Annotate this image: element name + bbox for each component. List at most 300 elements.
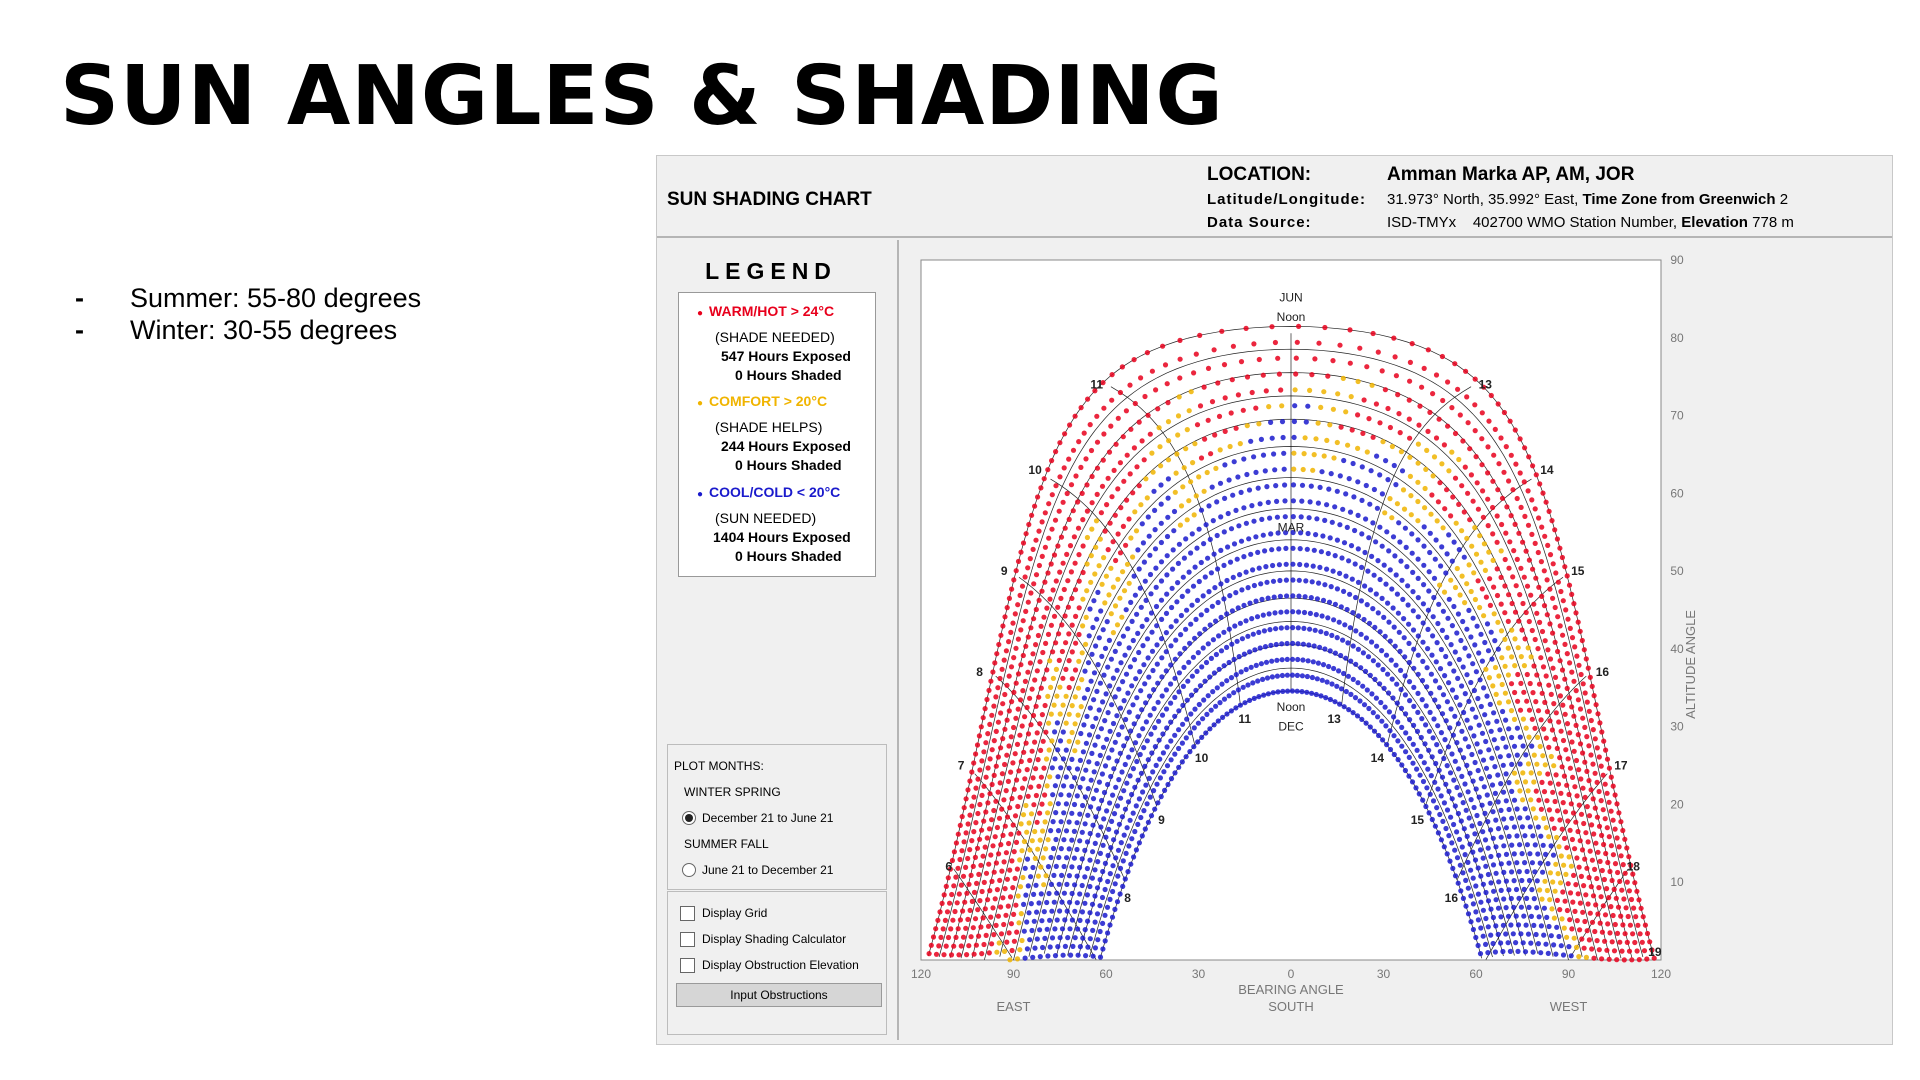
sun-hour-point [1083,642,1088,647]
sun-hour-point [1455,676,1460,681]
sun-hour-point [1026,794,1031,799]
sun-hour-point [1065,578,1070,583]
sun-hour-point [1491,710,1496,715]
sun-hour-point [1037,721,1042,726]
sun-hour-point [1523,752,1528,757]
y-tick-label: 90 [1670,253,1684,267]
input-obstructions-button[interactable]: Input Obstructions [676,983,882,1007]
sun-hour-point [1478,560,1483,565]
sun-hour-point [1339,425,1344,430]
sun-hour-point [1436,830,1441,835]
sun-hour-point [960,908,965,913]
sun-hour-point [1480,659,1485,664]
sun-hour-point [1553,952,1558,957]
sun-hour-point [1202,627,1207,632]
sun-hour-point [1189,389,1194,394]
obstruction-elevation-checkbox[interactable] [680,958,695,973]
sun-hour-point [1270,436,1275,441]
sun-hour-point [1310,675,1315,680]
sun-hour-point [1557,755,1562,760]
sun-hour-point [1551,942,1556,947]
sun-hour-point [1501,896,1506,901]
sun-hour-point [1363,669,1368,674]
sun-hour-point [1521,914,1526,919]
sun-hour-point [1124,851,1129,856]
sun-hour-point [1466,653,1471,658]
sun-hour-point [1516,922,1521,927]
sun-hour-point [1057,509,1062,514]
sun-hour-point [1081,543,1086,548]
sun-hour-point [1478,874,1483,879]
sun-hour-point [1440,711,1445,716]
sun-hour-point [1006,841,1011,846]
sun-hour-point [1082,874,1087,879]
sun-hour-point [1459,818,1464,823]
y-tick-label: 60 [1670,486,1684,501]
sun-hour-point [1633,914,1638,919]
sun-hour-point [1393,354,1398,359]
sun-hour-point [1616,810,1621,815]
sun-hour-point [1067,900,1072,905]
sun-hour-point [1375,714,1380,719]
controls-panel [661,744,885,1039]
sun-hour-point [1056,631,1061,636]
sun-hour-point [1580,716,1585,721]
sun-hour-point [1489,393,1494,398]
sun-hour-point [1172,770,1177,775]
sun-hour-point [1332,504,1337,509]
sun-hour-point [1528,681,1533,686]
sun-hour-point [1188,550,1193,555]
sun-hour-point [1578,706,1583,711]
sun-hour-point [1140,624,1145,629]
sun-hour-point [1045,694,1050,699]
sun-hour-point [1209,570,1214,575]
sun-hour-point [1261,453,1266,458]
sun-hour-point [1160,344,1165,349]
sun-hour-point [1146,655,1151,660]
sun-hour-point [1501,763,1506,768]
sun-hour-point [1156,719,1161,724]
sun-hour-point [1109,611,1114,616]
sun-hour-point [1516,531,1521,536]
sun-hour-point [1021,812,1026,817]
sun-hour-point [1275,674,1280,679]
sun-hour-point [1495,620,1500,625]
sun-hour-point [1371,710,1376,715]
sun-hour-point [1322,325,1327,330]
sun-hour-point [1197,631,1202,636]
sun-hour-point [1563,899,1568,904]
direction-label-west: WEST [1549,999,1588,1014]
sun-hour-point [1089,448,1094,453]
sun-hour-point [1544,500,1549,505]
sun-hour-point [1296,324,1301,329]
sun-hour-point [1490,782,1495,787]
sun-hour-point [1362,583,1367,588]
sun-hour-point [1149,630,1154,635]
sun-hour-point [1485,950,1490,955]
radio-winter-spring[interactable] [682,811,696,825]
sun-hour-point [1072,534,1077,539]
sun-hour-point [1069,569,1074,574]
sun-hour-point [1566,881,1571,886]
sun-hour-point [1273,340,1278,345]
sun-hour-point [941,952,946,957]
sun-hour-point [1345,525,1350,530]
sun-hour-point [956,832,961,837]
sun-hour-point [1539,780,1544,785]
sun-hour-point [1456,766,1461,771]
sun-hour-point [1073,614,1078,619]
sun-hour-point [1082,848,1087,853]
sun-hour-point [1080,650,1085,655]
sun-hour-point [1076,953,1081,958]
sun-hour-point [1092,867,1097,872]
sun-hour-point [1095,911,1100,916]
sun-hour-point [1053,837,1058,842]
sun-hour-point [1403,711,1408,716]
sun-hour-point [1482,811,1487,816]
sun-hour-point [1108,424,1113,429]
sun-hour-point [1144,598,1149,603]
radio-summer-fall[interactable] [682,863,696,877]
sun-hour-point [1434,805,1439,810]
sun-hour-point [1468,634,1473,639]
sun-hour-point [1047,597,1052,602]
sun-hour-point [1547,587,1552,592]
sun-hour-point [1284,578,1289,583]
direction-label-south: SOUTH [1268,999,1314,1014]
sun-hour-point [1515,672,1520,677]
sun-hour-point [1435,723,1440,728]
sun-hour-point [1009,664,1014,669]
sun-hour-point [1491,941,1496,946]
sun-hour-point [1395,592,1400,597]
sun-hour-point [1475,624,1480,629]
sun-hour-point [1426,588,1431,593]
sun-hour-point [1466,608,1471,613]
sun-hour-point [1461,896,1466,901]
sun-hour-point [1375,558,1380,563]
sun-hour-point [1094,617,1099,622]
sun-hour-point [1536,515,1541,520]
sun-hour-point [1427,569,1432,574]
sun-hour-point [1022,714,1027,719]
sun-hour-point [1247,487,1252,492]
sun-hour-point [1486,550,1491,555]
sun-hour-point [1164,725,1169,730]
sun-hour-point [996,754,1001,759]
sun-hour-point [1502,610,1507,615]
sun-hour-point [1586,666,1591,671]
sun-hour-point [1504,879,1509,884]
sun-hour-point [1189,603,1194,608]
sun-hour-point [1143,826,1148,831]
sun-hour-point [1355,446,1360,451]
sun-hour-point [1143,476,1148,481]
sun-hour-point [1332,699,1337,704]
sun-hour-point [1124,672,1129,677]
sun-hour-point [1095,466,1100,471]
sun-hour-point [1192,441,1197,446]
sun-hour-point [1327,600,1332,605]
sun-hour-point [1090,849,1095,854]
sun-hour-point [1517,842,1522,847]
sun-hour-point [1335,586,1340,591]
sun-hour-point [1060,649,1065,654]
sun-hour-point [1251,632,1256,637]
sun-hour-point [1458,412,1463,417]
sun-hour-point [1469,797,1474,802]
sun-hour-point [1153,744,1158,749]
sun-hour-point [1490,479,1495,484]
sun-hour-point [1549,933,1554,938]
sun-hour-point [1185,679,1190,684]
sun-hour-point [1179,503,1184,508]
sun-hour-point [1024,531,1029,536]
sun-hour-point [1115,622,1120,627]
sun-hour-point [1337,620,1342,625]
sun-hour-point [1632,940,1637,945]
sun-hour-point [1205,556,1210,561]
sun-hour-point [1304,690,1309,695]
sun-hour-point [978,924,983,929]
sun-hour-point [1551,701,1556,706]
sun-hour-point [971,795,976,800]
sun-hour-point [1063,944,1068,949]
sun-hour-point [1218,447,1223,452]
sun-hour-point [1247,649,1252,654]
sun-hour-point [1514,887,1519,892]
sun-hour-point [1188,479,1193,484]
sun-hour-point [1245,634,1250,639]
sun-hour-point [1568,890,1573,895]
sun-hour-point [1553,862,1558,867]
sun-hour-point [1198,403,1203,408]
sun-hour-point [1171,547,1176,552]
sun-hour-point [1396,757,1401,762]
sun-hour-point [1228,560,1233,565]
sun-hour-point [1290,657,1295,662]
sun-hour-point [1230,608,1235,613]
sun-hour-point [1028,556,1033,561]
sun-hour-point [1486,846,1491,851]
sun-hour-point [1009,587,1014,592]
sun-hour-point [1614,896,1619,901]
sun-hour-point [1214,652,1219,657]
sun-hour-point [1268,643,1273,648]
sun-path-chart [899,240,1893,1040]
sun-hour-point [1080,936,1085,941]
sun-hour-point [1055,917,1060,922]
sun-hour-point [1011,577,1016,582]
sun-hour-point [1574,758,1579,763]
sun-hour-point [1499,602,1504,607]
sun-hour-point [998,780,1003,785]
sun-hour-point [1328,697,1333,702]
sun-hour-point [1570,837,1575,842]
sun-hour-point [1111,585,1116,590]
sun-hour-point [1089,751,1094,756]
sun-hour-point [1121,524,1126,529]
sun-hour-point [1478,951,1483,956]
sun-hour-point [1034,793,1039,798]
x-tick-label: 60 [1099,967,1113,981]
sun-hour-point [1556,782,1561,787]
sun-hour-point [1140,521,1145,526]
sun-hour-point [1518,735,1523,740]
sun-hour-point [1594,876,1599,881]
sun-hour-point [1148,732,1153,737]
sun-hour-point [1411,704,1416,709]
sun-hour-point [1133,401,1138,406]
sun-hour-point [1135,822,1140,827]
sun-hour-point [1102,913,1107,918]
sun-hour-point [1460,619,1465,624]
sun-hour-point [1518,566,1523,571]
sun-hour-point [1115,874,1120,879]
sun-hour-point [994,764,999,769]
sun-hour-point [1098,929,1103,934]
sun-hour-point [1395,719,1400,724]
sun-hour-point [1589,884,1594,889]
sun-hour-point [1448,815,1453,820]
sun-hour-point [1394,682,1399,687]
sun-hour-point [986,688,991,693]
sun-hour-point [1306,658,1311,663]
sun-hour-point [1223,429,1228,434]
sun-hour-point [1537,887,1542,892]
sun-hour-point [1520,770,1525,775]
bullet-item [75,282,421,314]
sun-hour-point [1545,577,1550,582]
sun-hour-point [1578,741,1583,746]
sun-hour-point [1057,440,1062,445]
hour-label: 9 [1158,813,1165,827]
sun-hour-point [1607,766,1612,771]
sun-hour-point [1041,855,1046,860]
sun-hour-point [1185,427,1190,432]
sun-hour-point [1206,418,1211,423]
sun-hour-point [1047,658,1052,663]
sun-hour-point [1031,713,1036,718]
display-grid-checkbox[interactable] [680,906,695,921]
sun-hour-point [1448,578,1453,583]
sun-hour-point [1138,375,1143,380]
sun-hour-point [1532,753,1537,758]
sun-hour-point [1325,374,1330,379]
sun-hour-point [1227,627,1232,632]
sun-hour-point [1599,894,1604,899]
sun-hour-point [1393,663,1398,668]
sun-hour-point [1347,592,1352,597]
sun-hour-point [1364,721,1369,726]
sun-hour-point [1486,872,1491,877]
sun-hour-point [1147,694,1152,699]
sun-hour-point [1595,938,1600,943]
sun-hour-point [1253,470,1258,475]
sun-hour-point [1614,957,1619,962]
sun-hour-point [1425,429,1430,434]
sun-hour-point [1264,484,1269,489]
sun-hour-point [1054,891,1059,896]
sun-hour-point [1148,591,1153,596]
sun-hour-point [1221,630,1226,635]
sun-hour-point [1638,931,1643,936]
sun-hour-point [1551,763,1556,768]
sun-hour-point [1509,843,1514,848]
sun-hour-point [1204,608,1209,613]
sun-hour-point [1360,464,1365,469]
sun-hour-point [1191,655,1196,660]
sun-hour-point [992,738,997,743]
sun-hour-point [1509,869,1514,874]
sun-hour-point [1299,514,1304,519]
sun-hour-point [1456,881,1461,886]
sun-hour-point [1574,855,1579,860]
sun-hour-point [1481,685,1486,690]
sun-hour-point [1110,863,1115,868]
sun-hour-point [1517,869,1522,874]
sun-hour-point [1263,644,1268,649]
sun-hour-point [1112,468,1117,473]
sun-hour-point [1624,845,1629,850]
sun-hour-point [1399,578,1404,583]
sun-hour-point [1538,655,1543,660]
sun-hour-point [1107,922,1112,927]
sun-hour-point [1062,891,1067,896]
sun-hour-point [1231,575,1236,580]
shading-calculator-checkbox[interactable] [680,932,695,947]
sun-hour-point [1476,917,1481,922]
sun-hour-point [1243,618,1248,623]
sun-hour-point [1434,659,1439,664]
sun-hour-point [1165,400,1170,405]
sun-hour-point [1285,641,1290,646]
sun-hour-point [1092,670,1097,675]
sun-hour-point [1204,660,1209,665]
sun-hour-point [1141,745,1146,750]
sun-hour-point [1316,661,1321,666]
sun-hour-point [1022,929,1027,934]
sun-hour-point [1145,738,1150,743]
sun-hour-point [1118,460,1123,465]
sun-hour-point [1011,655,1016,660]
sun-hour-point [1435,640,1440,645]
sun-hour-point [1520,851,1525,856]
sun-hour-point [1297,578,1302,583]
sun-hour-point [1105,930,1110,935]
sun-hour-point [977,733,982,738]
sun-hour-point [1229,526,1234,531]
sun-hour-point [1259,661,1264,666]
sun-hour-point [1410,761,1415,766]
sun-hour-point [1324,502,1329,507]
sun-hour-point [1501,816,1506,821]
sun-hour-point [1420,798,1425,803]
sun-hour-point [1415,499,1420,504]
sun-hour-point [1038,954,1043,959]
sun-hour-point [1002,727,1007,732]
sun-hour-point [1565,617,1570,622]
sun-hour-point [1371,658,1376,663]
sun-hour-point [1568,828,1573,833]
sun-hour-point [1294,356,1299,361]
sun-hour-point [1387,728,1392,733]
sun-hour-point [1284,609,1289,614]
sun-hour-point [1290,609,1295,614]
